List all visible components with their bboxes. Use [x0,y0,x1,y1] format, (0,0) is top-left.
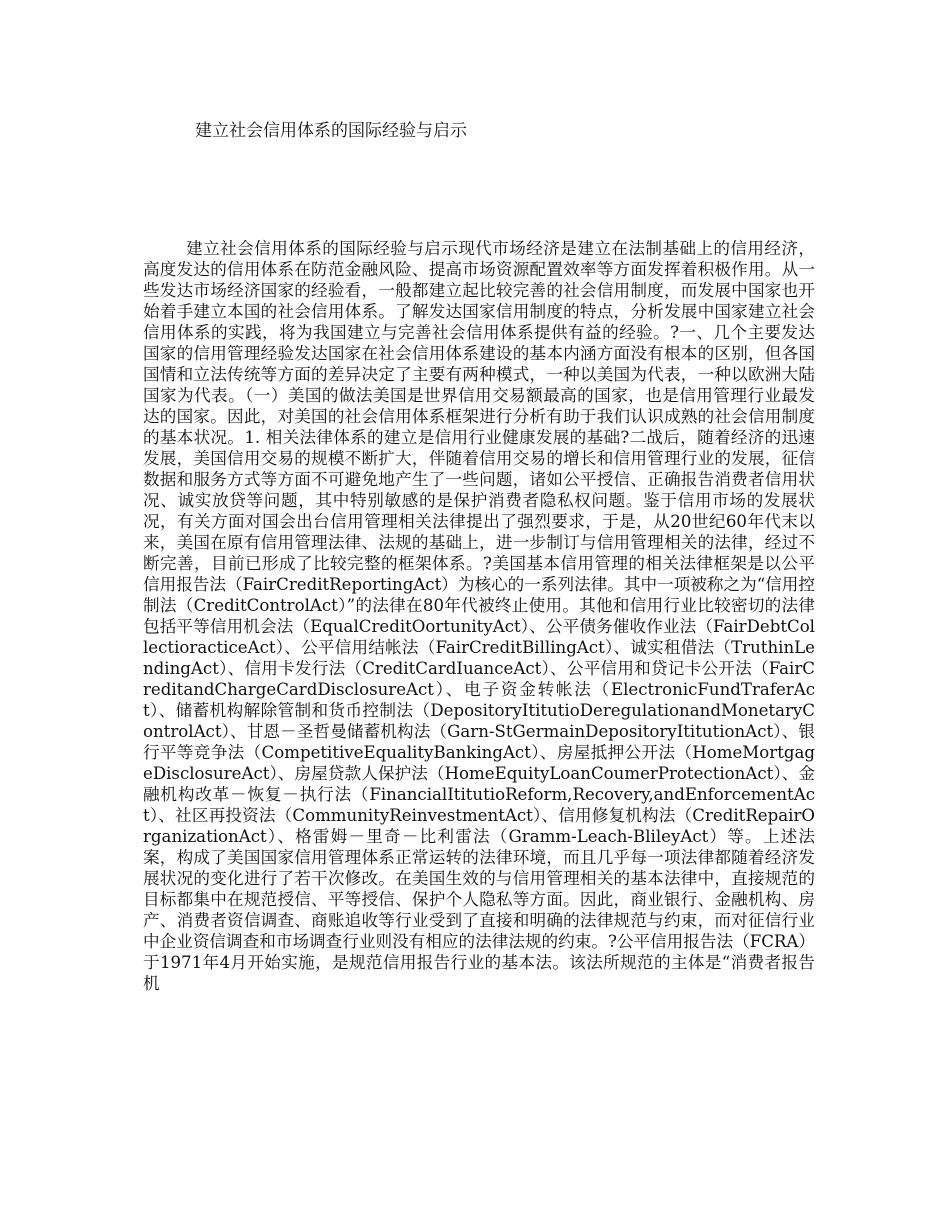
document-body-paragraph: 建立社会信用体系的国际经验与启示现代市场经济是建立在法制基础上的信用经济，高度发达的信用体系在防范金融风险、提高市场资源配置效率等方面发挥着积极作用。从一些发达市场经济国家的经验看，一般都建立起比较完善的社会信用制度，而发展中国家也开始着手建立本国的社会信用体系。了解发达国家信用制度的特点，分析发展中国家建立社会信用体系的实践，将为我国建立与完善社会信用体系提供有益的经验。?一、几个主要发达国家的信用管理经验发达国家在社会信用体系建设的基本内涵方面没有根本的区别，但各国国情和立法传统等方面的差异决定了主要有两种模式，一种以美国为代表，一种以欧洲大陆国家为代表。（一）美国的做法美国是世界信用交易额最高的国家，也是信用管理行业最发达的国家。因此，对美国的社会信用体系框架进行分析有助于我们认识成熟的社会信用制度的基本状况。1. 相关法律体系的建立是信用行业健康发展的基础?二战后，随着经济的迅速发展，美国信用交易的规模不断扩大，伴随着信用交易的增长和信用管理行业的发展，征信数据和服务方式等方面不可避免地产生了一些问题，诸如公平授信、正确报告消费者信用状况、诚实放贷等问题，其中特别敏感的是保护消费者隐私权问题。鉴于信用市场的发展状况，有关方面对国会出台信用管理相关法律提出了强烈要求，于是，从20世纪60年代末以来，美国在原有信用管理法律、法规的基础上，进一步制订与信用管理相关的法律，经过不断完善，目前已形成了比较完整的框架体系。?美国基本信用管理的相关法律框架是以公平信用报告法（FairCreditReportingAct）为核心的一系列法律。其中一项被称之为“信用控制法（CreditControlAct）”的法律在80年代被终止使用。其他和信用行业比较密切的法律包括平等信用机会法（EqualCreditOortunityAct）、公平债务催收作业法（FairDebtCollectioracticeAct）、公平信用结帐法（FairCreditBillingAct）、诚实租借法（TruthinLendingAct）、信用卡发行法（CreditCardIuanceAct）、公平信用和贷记卡公开法（FairCreditandChargeCardDisclosureAct）、电子资金转帐法（ElectronicFundTraferAct）、储蓄机构解除管制和货币控制法（DepositoryItitutioDeregulationandMonetaryControlAct）、甘恩－圣哲曼储蓄机构法（Garn-StGermainDepositoryItitutionAct）、银行平等竞争法（CompetitiveEqualityBankingAct）、房屋抵押公开法（HomeMortgageDisclosureAct）、房屋贷款人保护法（HomeEquityLoanCoumerProtectionAct）、金融机构改革－恢复－执行法（FinancialItitutioReform,Recovery,andEnforcementAct）、社区再投资法（CommunityReinvestmentAct）、信用修复机构法（CreditRepairOrganizationAct）、格雷姆－里奇－比利雷法（Gramm-Leach-BlileyAct）等。上述法案，构成了美国国家信用管理体系正常运转的法律环境，而且几乎每一项法律都随着经济发展状况的变化进行了若干次修改。在美国生效的与信用管理相关的基本法律中，直接规范的目标都集中在规范授信、平等授信、保护个人隐私等方面。因此，商业银行、金融机构、房产、消费者资信调查、商账追收等行业受到了直接和明确的法律规范与约束，而对征信行业中企业资信调查和市场调查行业则没有相应的法律法规的约束。?公平信用报告法（FCRA）于1971年4月开始实施，是规范信用报告行业的基本法。该法所规范的主体是“消费者报告机 [143,239,815,993]
document-title: 建立社会信用体系的国际经验与启示 [195,121,467,141]
